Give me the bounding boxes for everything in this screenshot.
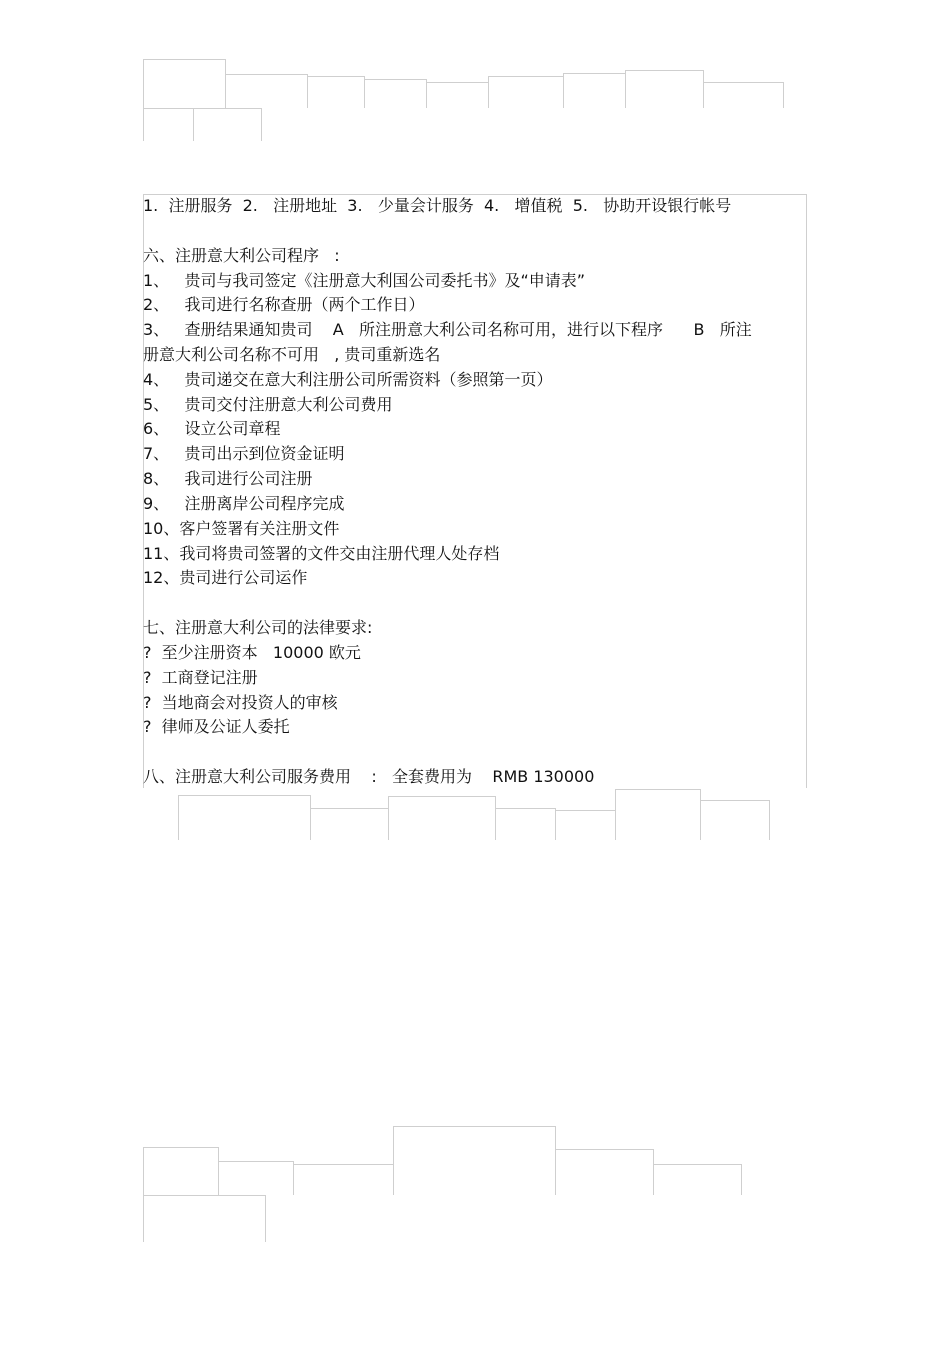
- legal-requirement: ? 至少注册资本 10000 欧元: [143, 643, 361, 662]
- procedure-step: 2、 我司进行名称查册（两个工作日）: [143, 295, 425, 314]
- procedure-step: 4、 贵司递交在意大利注册公司所需资料（参照第一页）: [143, 370, 553, 389]
- service-list: 1. 注册服务 2. 注册地址 3. 少量会计服务 4. 增值税 5. 协助开设银行帐号: [143, 196, 732, 215]
- procedure-step: 9、 注册离岸公司程序完成: [143, 494, 345, 513]
- procedure-step: 6、 设立公司章程: [143, 419, 281, 438]
- procedure-step: 7、 贵司出示到位资金证明: [143, 444, 345, 463]
- legal-requirement: ? 当地商会对投资人的审核: [143, 693, 338, 712]
- legal-requirement: ? 工商登记注册: [143, 668, 258, 687]
- procedure-step: 12、贵司进行公司运作: [143, 568, 308, 587]
- procedure-step: 5、 贵司交付注册意大利公司费用: [143, 395, 393, 414]
- procedure-step: 3、 查册结果通知贵司 A 所注册意大利公司名称可用，进行以下程序 B 所注: [143, 320, 752, 339]
- section-heading-procedure: 六、注册意大利公司程序 :: [143, 246, 340, 265]
- procedure-step-continued: 册意大利公司名称不可用 , 贵司重新选名: [143, 345, 441, 364]
- procedure-step: 11、我司将贵司签署的文件交由注册代理人处存档: [143, 544, 500, 563]
- section-heading-legal: 七、注册意大利公司的法律要求:: [143, 618, 373, 637]
- procedure-step: 8、 我司进行公司注册: [143, 469, 313, 488]
- legal-requirement: ? 律师及公证人委托: [143, 717, 290, 736]
- procedure-step: 1、 贵司与我司签定《注册意大利国公司委托书》及“申请表”: [143, 271, 586, 290]
- procedure-step: 10、客户签署有关注册文件: [143, 519, 340, 538]
- section-heading-fees: 八、注册意大利公司服务费用 : 全套费用为 RMB 130000: [143, 767, 595, 786]
